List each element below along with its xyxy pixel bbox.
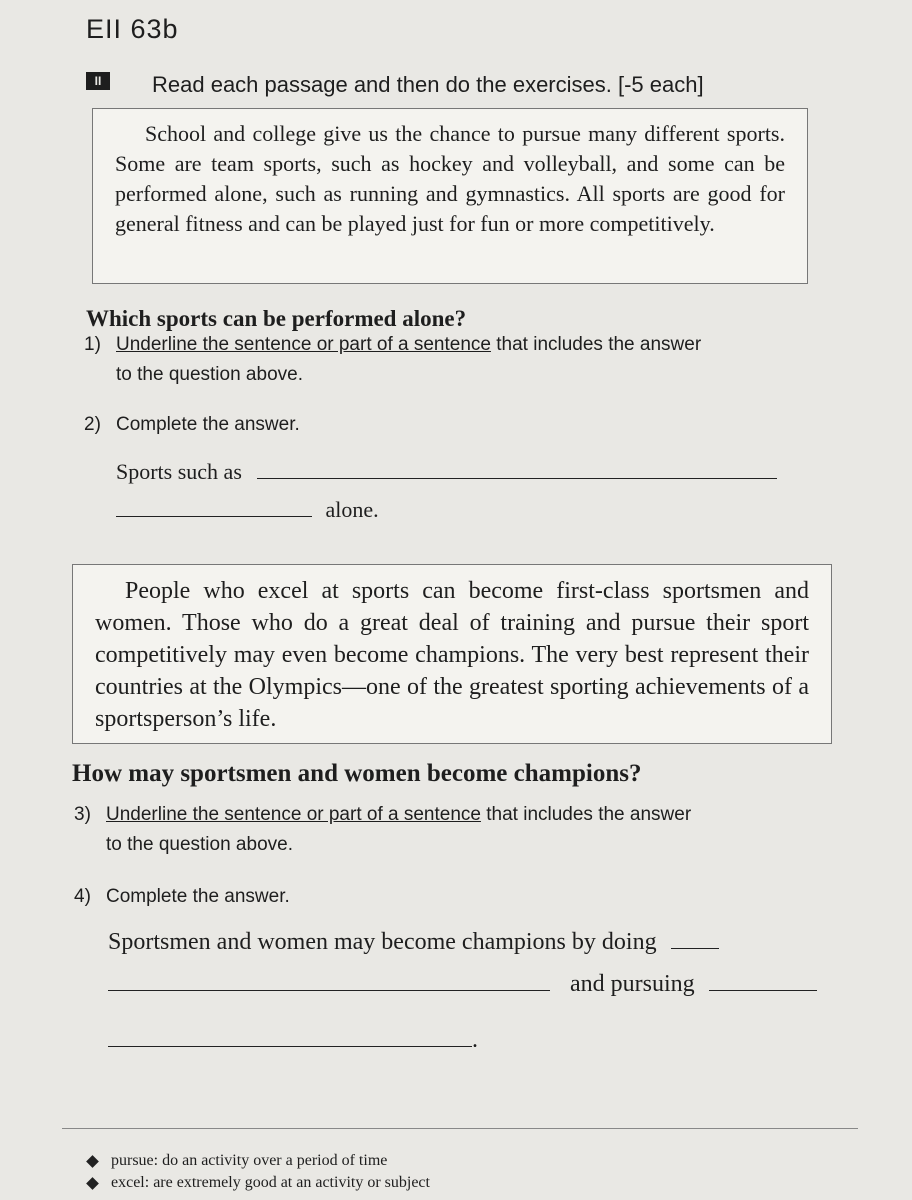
task-3 [74, 804, 844, 856]
answer-1-prefix: Sports such as [116, 459, 242, 484]
answer-2-mid-text: and pursuing [570, 971, 695, 997]
passage-box-1 [92, 108, 808, 284]
answer-2-prefix: Sportsmen and women may become champions by doing [108, 929, 657, 955]
answer-2-blank-4[interactable] [108, 1024, 472, 1047]
answer-2-blank-1[interactable] [671, 926, 719, 949]
glossary-item-2-text: excel: are extremely good at an activity or subject [111, 1174, 430, 1191]
glossary-item-1-text: pursue: do an activity over a period of time [111, 1152, 388, 1169]
page-code: EII 63b [86, 14, 179, 44]
answer-1-suffix: alone. [325, 497, 379, 522]
task-2-text: Complete the answer. [116, 414, 300, 435]
task-1-text: that includes the answer [490, 334, 702, 355]
answer-1-blank-1[interactable] [257, 456, 777, 479]
task-2 [84, 414, 300, 436]
question-2: How may sportsmen and women become champions? [72, 760, 642, 787]
task-1-number: 1) [84, 334, 101, 355]
passage-2-text: People who excel at sports can become first-class sportsmen and women. Those who do a great deal of training and pursue their sport competitively may even become champions. The very best represent their countries at the Olympics—one of the greatest sporting achievements of a sportsperson’s life. [95, 578, 809, 732]
glossary-item-1 [88, 1150, 430, 1172]
answer-1-line-1 [116, 456, 777, 485]
passage-1-text: School and college give us the chance to pursue many different sports. Some are team sports, such as hockey and volleyball, and some can be performed alone, such as running and gymnastics. All sports are good for general fitness and can be played just for fun or more competitively. [115, 121, 785, 236]
glossary-divider [62, 1128, 858, 1129]
answer-2-line-1 [108, 926, 719, 956]
answer-2-line-2 [108, 968, 817, 998]
task-1-underlined-text: Underline the sentence or part of a sentence [116, 334, 491, 355]
glossary-item-2 [88, 1172, 430, 1194]
answer-2-line-3 [108, 1024, 478, 1054]
answer-2-blank-3[interactable] [709, 968, 817, 991]
passage-box-2 [72, 564, 832, 744]
answer-2-end: . [472, 1027, 478, 1053]
task-3-continuation: to the question above. [106, 834, 293, 855]
answer-1-blank-2[interactable] [116, 494, 312, 517]
task-4-number: 4) [74, 886, 91, 907]
task-3-underlined-text: Underline the sentence or part of a sentence [106, 804, 481, 825]
section-badge: II [86, 72, 110, 90]
answer-1-line-2 [116, 494, 379, 523]
task-2-number: 2) [84, 414, 101, 435]
task-1 [84, 334, 814, 386]
question-1: Which sports can be performed alone? [86, 306, 467, 331]
answer-2-blank-2[interactable] [108, 968, 550, 991]
task-4 [74, 886, 290, 908]
task-3-text: that includes the answer [480, 804, 692, 825]
diamond-bullet-icon [86, 1155, 99, 1168]
glossary [88, 1150, 430, 1194]
task-3-number: 3) [74, 804, 91, 825]
task-4-text: Complete the answer. [106, 886, 290, 907]
section-instruction: Read each passage and then do the exercises. [-5 each] [152, 72, 704, 97]
diamond-bullet-icon [86, 1177, 99, 1190]
task-1-continuation: to the question above. [116, 364, 303, 385]
